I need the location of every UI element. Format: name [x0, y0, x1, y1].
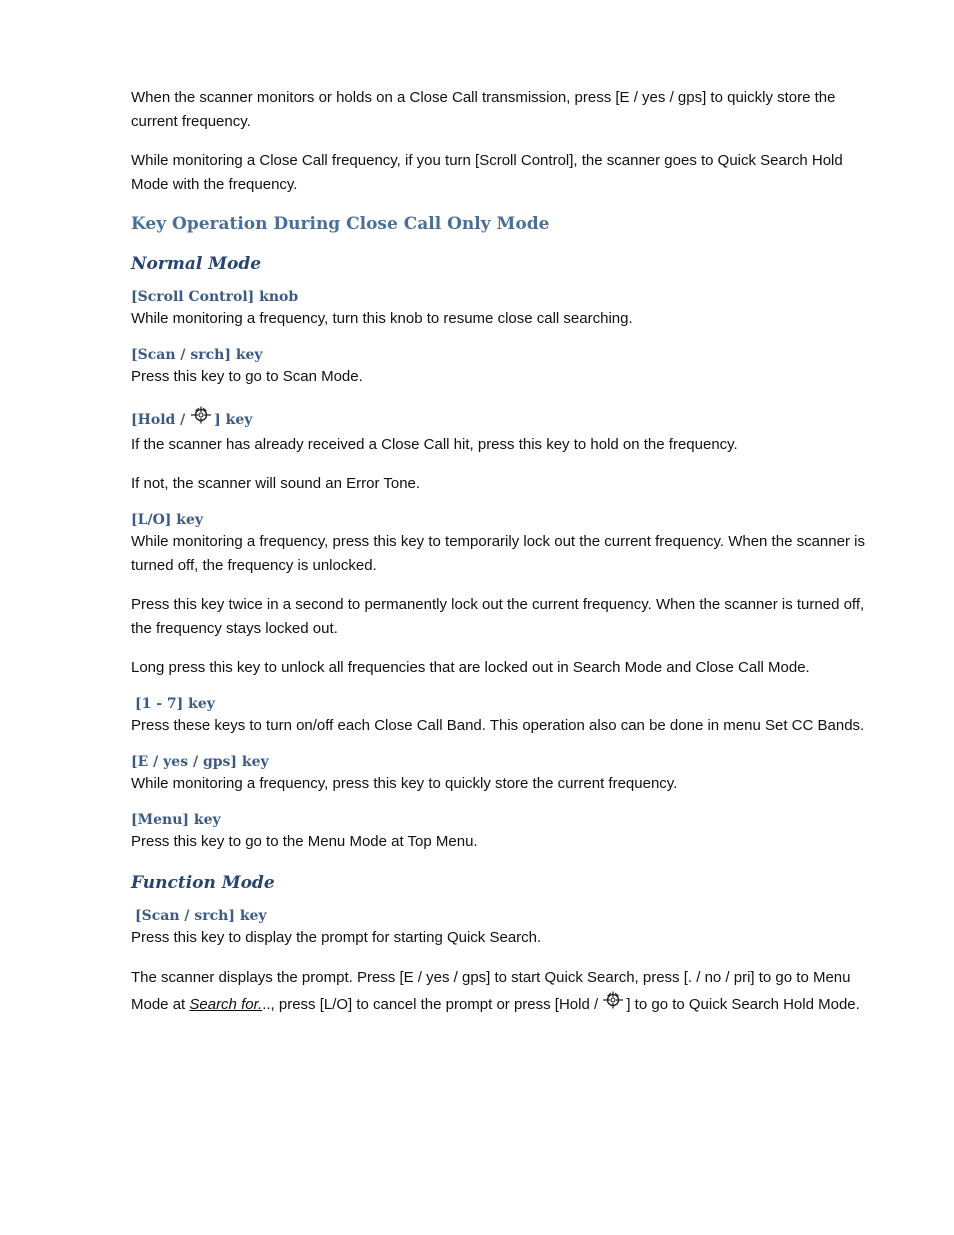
- scroll-control-text: While monitoring a frequency, turn this knob to resume close call searching.: [131, 310, 633, 327]
- number-keys-entry: [131, 695, 879, 738]
- lo-key-text-3: Long press this key to unlock all frequencies that are locked out in Search Mode and Close Call Mode.: [131, 659, 810, 676]
- hold-key-text-2: If not, the scanner will sound an Error Tone.: [131, 475, 421, 492]
- hold-key-text-1: If the scanner has already received a Close Call hit, press this key to hold on the frequency.: [131, 436, 738, 453]
- function-mode-heading: Function Mode: [131, 873, 275, 893]
- menu-key-text: Press this key to go to the Menu Mode at Top Menu.: [131, 833, 478, 850]
- function-scan-text-before: The scanner displays the prompt. Press [E / yes / gps] to start Quick Search, press [. / no / pri] to go to Menu Mode at: [131, 969, 851, 1013]
- normal-mode-heading: Normal Mode: [131, 254, 262, 274]
- hold-key-title-prefix: [Hold /: [131, 412, 191, 428]
- e-key-text: While monitoring a frequency, press this key to quickly store the current frequency.: [131, 775, 678, 792]
- number-keys-title: [1 - 7] key: [135, 696, 215, 712]
- hold-key-entry: [131, 406, 879, 496]
- intro-paragraph-1: When the scanner monitors or holds on a Close Call transmission, press [E / yes / gps] to quickly store the current frequency.: [131, 89, 836, 130]
- function-scan-key-entry: [131, 907, 879, 1017]
- e-key-title: [E / yes / gps] key: [131, 754, 269, 770]
- scan-key-title: [Scan / srch] key: [131, 347, 263, 363]
- function-scan-key-title: [Scan / srch] key: [135, 908, 267, 924]
- document-page: [131, 86, 879, 1032]
- menu-key-title: [Menu] key: [131, 812, 221, 828]
- function-scan-text-middle: .., press [L/O] to cancel the prompt or press [Hold /: [262, 995, 603, 1013]
- function-scan-key-text-2: [131, 965, 879, 1017]
- intro-paragraph-2: While monitoring a Close Call frequency, if you turn [Scroll Control], the scanner goes to Quick Search Hold Mode with the frequency.: [131, 152, 843, 193]
- number-keys-text: Press these keys to turn on/off each Close Call Band. This operation also can be done in menu Set CC Bands.: [131, 717, 865, 734]
- scan-key-text: Press this key to go to Scan Mode.: [131, 368, 363, 385]
- e-key-entry: [131, 753, 879, 796]
- hold-key-title: [131, 406, 879, 433]
- lo-key-entry: [131, 511, 879, 680]
- function-scan-text-after: ] to go to Quick Search Hold Mode.: [626, 995, 860, 1013]
- hold-key-title-suffix: ] key: [214, 412, 253, 428]
- menu-key-entry: [131, 811, 879, 854]
- function-scan-key-text-1: Press this key to display the prompt for starting Quick Search.: [131, 929, 542, 946]
- scroll-control-entry: [131, 288, 879, 331]
- target-icon: [602, 991, 626, 1011]
- lo-key-text-2: Press this key twice in a second to permanently lock out the current frequency. When the scanner is turned off, the frequency stays locked out.: [131, 596, 865, 637]
- lo-key-title: [L/O] key: [131, 512, 204, 528]
- search-for-reference: Search for.: [189, 995, 263, 1013]
- section-heading: Key Operation During Close Call Only Mode: [131, 214, 550, 234]
- lo-key-text-1: While monitoring a frequency, press this key to temporarily lock out the current frequency. When the scanner is turned off, the frequency is unlocked.: [131, 533, 865, 574]
- scan-key-entry: [131, 346, 879, 389]
- target-icon: [190, 406, 214, 426]
- scroll-control-title: [Scroll Control] knob: [131, 289, 299, 305]
